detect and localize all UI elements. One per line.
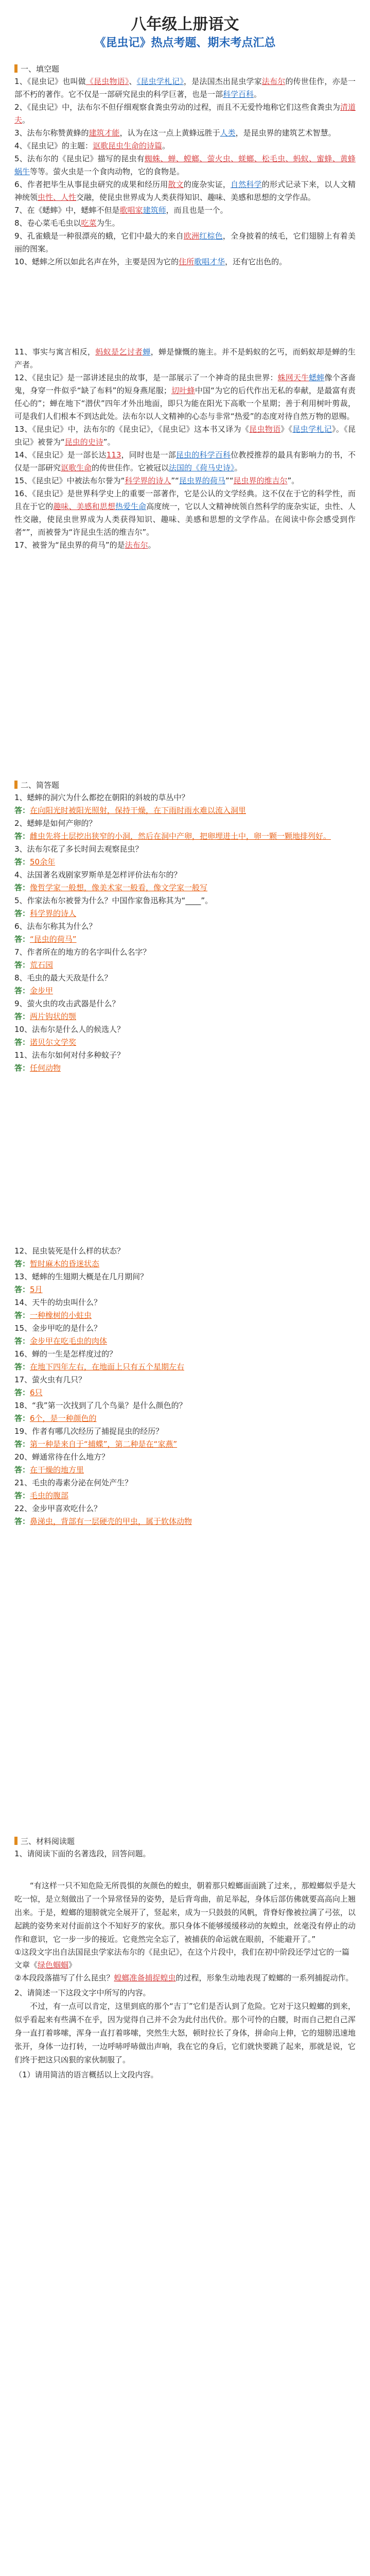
fill-in-item (14, 371, 356, 423)
item-text: 。 (220, 206, 228, 215)
section-heading: 一、填空题 (14, 62, 356, 75)
item-text: 4、《昆虫记》的主题： (14, 141, 93, 150)
answer-label: 答： (14, 1517, 30, 1526)
answer-label: 答： (14, 1336, 30, 1346)
fill-in-item (14, 487, 356, 539)
answer-blank: 蚂蚁是乞讨者 (95, 347, 143, 357)
question: 17、萤火虫有几只？ (14, 1375, 86, 1384)
fill-in-item (14, 474, 356, 487)
item-text: 并不是蚂蚁的乞丐，而蚂蚁却是蝉的生产者。 (14, 347, 356, 369)
fill-in-item (14, 539, 356, 552)
answer-text: 50余年 (30, 857, 56, 867)
answer (14, 1386, 356, 1399)
answer-blank: 《昆虫物语》 (85, 77, 129, 86)
answer-blank: 歌唱家 (119, 206, 143, 215)
section-heading: 二、简答题 (14, 778, 356, 791)
fill-in-item (14, 204, 356, 217)
answer (14, 830, 356, 843)
answer-blank: 蟋蟀 (309, 373, 325, 382)
item-text: 。 (254, 90, 262, 99)
item-text: 。 (22, 115, 30, 125)
answer-blank: 讴歌昆虫生命的诗篇 (93, 141, 163, 150)
answer (14, 882, 356, 894)
fill-in-section (14, 62, 356, 552)
short-answer-section (14, 778, 356, 1528)
answer-blank: 昆虫的科学百科 (175, 450, 231, 460)
answer-label: 答： (14, 883, 30, 892)
item-text: ，还有它出色的 (225, 257, 279, 266)
fill-in-item (14, 256, 356, 268)
answer-text: 一种橡树的小蛀虫 (30, 1311, 92, 1320)
answer-text: “昆虫的荷马” (30, 935, 77, 944)
answer-blank: 113 (106, 450, 121, 460)
question: 22、金步甲喜欢吃什么？ (14, 1504, 102, 1513)
item-text: 13、《昆虫记》中，法布尔的《昆虫记》，《昆虫记》这本书又译为《 (14, 425, 250, 434)
question: 10、法布尔是什么人的候选人？ (14, 1025, 125, 1034)
answer-label: 答： (14, 909, 30, 918)
reading-passage: “有这样一只不知危险无所畏惧的灰颜色的蝗虫，朝着那只蝗螂面面跳了过来，，那蝗螂似乎是大吃一惊，是立刻做出了一个异常怪异的姿势，是后背弯曲，前足举起，身体后部仿佛就要高高向上翘出来。于是，蝗螂的翅膀就完全展开了，竖起来，成为一只鼓鼓的风帆，背脊好像被拉满了弓弦，以起跳的姿势来对付面前这个不知好歹的家伙。那只身体不能够缓缓移动的灰蝗虫，丝毫没有停止的动作和意识，它一步一步的接近。它竟然完全忘了，被捕获的命运就在眼前，不能避开了。” (14, 1881, 356, 1944)
answer (14, 1489, 356, 1502)
item-text: 10、蟋蟀之所以如此名声在外，主要是因为它的 (14, 257, 179, 266)
answer (14, 856, 356, 869)
item-text: 位教授推荐的最具有影响力的书，不仅是一部研究 (14, 450, 356, 472)
answer-label: 答： (14, 1311, 30, 1320)
answer-blank: 建筑才能 (89, 128, 120, 138)
item-text: 7、在《蟋蟀》中，蟋蟀不但是 (14, 206, 120, 215)
fill-in-item (14, 140, 356, 152)
answer-text: 两片钩状的颚 (30, 1012, 77, 1021)
reading-instruction: 1、请阅读下面的名著选段，回答问题。 (14, 1849, 151, 1858)
question: 7、作者所在的地方的名字叫什么名字？ (14, 947, 151, 957)
item-text: 。 (234, 463, 242, 472)
answer-blank: 蛛网天牛 (277, 373, 309, 382)
answer-text: 在地下四年左右，在地面上只有五个星期左右 (30, 1362, 185, 1371)
item-text: ，而且也是一个 (166, 206, 220, 215)
answer (14, 1062, 356, 1075)
answer (14, 1309, 356, 1322)
answer-label: 答： (14, 1285, 30, 1294)
item-text: 》《 (280, 425, 293, 434)
answer-blank: 虫性、人性 (38, 193, 77, 202)
fill-in-list (14, 75, 356, 552)
answer-text: 5月 (30, 1285, 43, 1294)
reading-footer-question: （1）请用简洁的语言概括以上文段内容。 (14, 2070, 158, 2079)
answer-blank: 热爱生命 (115, 502, 147, 511)
item-text: ”。 (287, 476, 299, 485)
reading-question (14, 1946, 356, 1972)
fill-in-item (14, 152, 356, 178)
answer-blank: 昆虫界的荷马 (179, 476, 225, 485)
answer (14, 959, 356, 972)
answer-blank: 昆虫的史诗 (64, 437, 103, 447)
item-text: 14、《昆虫记》是一部长达 (14, 450, 107, 460)
answer-text: 诺贝尔文学奖 (30, 1038, 77, 1047)
question: 18、“我”第一次找到了几个鸟巢？是什么颜色的？ (14, 1401, 187, 1410)
item-text: 交融，使昆虫世界成为人类获得知识、趣味、美感和思想的文学作品。 (76, 193, 316, 202)
answer-label: 答： (14, 1362, 30, 1371)
question: 13、蟋蟀的生翅期大概是在几月期间？ (14, 1272, 148, 1281)
answer-label: 答： (14, 960, 30, 970)
answer-blank: 欧洲 (183, 231, 200, 241)
item-text: 善于利用树叶剪裁，可是我们人们根本不到达此处。法布尔以人文精神的心态与非常“热爱”的态度对待自然万物的恩赐。 (14, 399, 356, 421)
answer-text: 在向阳光时被阳光照射，保持干燥，在下雨时雨水难以流入洞里 (30, 806, 246, 815)
gap (14, 1075, 356, 1245)
item-text: 的传世佳作。它被冠以 (92, 463, 169, 472)
answer-text: 第一种是来自于“捕蝶”，第二种是在“家燕” (30, 1439, 178, 1449)
fill-in-item (14, 75, 356, 101)
question: 8、毛虫的最大天敌是什么？ (14, 973, 112, 982)
section-marker-icon (14, 781, 17, 789)
fill-in-item (14, 423, 356, 449)
answer-blank: 建筑师 (143, 206, 166, 215)
question: 12、昆虫装死是什么样的状态？ (14, 1246, 125, 1256)
item-text: ，认为在这一点上黄蜂远胜于 (119, 128, 220, 138)
question: 20、蝉通常待在什么地方？ (14, 1452, 110, 1462)
answer (14, 1515, 356, 1528)
answer-text: 荒石园 (30, 960, 54, 970)
answer-label: 答： (14, 1259, 30, 1268)
fill-in-item (14, 101, 356, 127)
section-marker-icon (14, 1837, 17, 1845)
item-text: 8、卷心菜毛毛虫以 (14, 218, 81, 228)
item-text: 》。《昆虫记》被誉为“ (14, 425, 356, 447)
qa-list (14, 791, 356, 1528)
answer-label: 答： (14, 1439, 30, 1449)
item-text: 1、《昆虫记》也叫做 (14, 77, 86, 86)
question: 5、作家法布尔被誉为什么？中国作家鲁迅称其为“____”。 (14, 896, 213, 905)
item-text: 9、孔雀蛾是一种很漂亮的蛾，它们中最大的来自 (14, 231, 184, 241)
question: 21、毛虫的毒素分泌在何处产生？ (14, 1478, 133, 1487)
gap (14, 268, 356, 346)
item-text: ，全身披着 (222, 231, 262, 241)
answer (14, 1412, 356, 1425)
item-text: ，是法国杰出昆虫学家 (184, 77, 262, 86)
answer-label: 答： (14, 1012, 30, 1021)
item-text: 的传世佳作，亦是一部不朽的著作。它不仅是一部研究昆虫的科学巨著，也是一部 (14, 77, 356, 99)
answer-text: 金步甲在吃毛虫的肉体 (30, 1336, 108, 1346)
item-text: 2、《昆虫记》中，法布尔不但仔细观察食粪虫劳动的过程，而且不无爱怜地称它们这些食粪虫为 (14, 103, 340, 112)
item-text: 的形式记录下来，以人文精神统领 (14, 180, 356, 202)
answer-label: 答： (14, 1388, 30, 1397)
answer-blank: 趣味、美感和思想 (53, 502, 115, 511)
question: 19、作者有哪几次经历了捕捉昆虫的经历？ (14, 1427, 164, 1436)
answer (14, 1283, 356, 1296)
item-text: 像个吝啬鬼，身穿一件似乎“缺了布料”的短身燕尾服； (14, 373, 356, 395)
answer-label: 答： (14, 1414, 30, 1423)
section-marker-icon (14, 64, 17, 73)
item-text: ，同时也是一部 (121, 450, 176, 460)
answer-blank: 昆虫学札记 (292, 425, 332, 434)
answer-text: 在干燥的地方里 (30, 1465, 84, 1475)
answer-blank: 法国的《荷马史诗》 (169, 463, 235, 472)
item-text: 17、被誉为“昆虫界的荷马”的是 (14, 540, 125, 550)
answer-blank: 蜗牛 (14, 167, 30, 176)
answer-blank: 住所 (179, 257, 195, 266)
answer-blank: 绿色蝈蝈 (38, 1960, 69, 1970)
item-text: ，是昆虫界的建筑艺术智慧。 (235, 128, 336, 138)
item-text: 11、事实与寓言相反， (14, 347, 96, 357)
answer (14, 1036, 356, 1049)
question: 2、蟋蟀是如何产卵的？ (14, 819, 97, 828)
question: 11、法布尔如何对付多种蚊子？ (14, 1050, 125, 1060)
section-heading: 三、材料阅读题 (14, 1834, 356, 1848)
answer-text: 鼻涕虫，背部有一层硬壳的甲虫，属于软体动物 (30, 1517, 192, 1526)
item-text: 高度统一，它以人文精神统领自然科学的庞杂实证，虫性、人性交融，使昆虫世界成为人类获得知识、趣味、美感和思想的文学作品。在阅读中你会感受到作者“ (14, 502, 356, 537)
item-text: 5、法布尔的《昆虫记》描写的昆虫有 (14, 154, 145, 163)
item-text: ”“ (171, 476, 179, 485)
answer-text: 暂时麻木的昏迷状态 (30, 1259, 100, 1268)
answer-text: 金步甲 (30, 986, 54, 995)
item-text: 。 (279, 257, 287, 266)
item-text: 的绒毛，它们翅膀上有着美丽的图案。 (14, 231, 356, 253)
item-text: 。 (148, 540, 156, 550)
reading-question (14, 1972, 356, 1985)
item-text: ，蝉是慷慨的施主。 (150, 347, 222, 357)
answer-blank: 昆虫物语 (249, 425, 281, 434)
item-text: 。 (177, 167, 185, 176)
item-text: 的庞杂实证， (183, 180, 231, 189)
answer-blank: 蝗螂准备捕捉蝗虫 (114, 1973, 176, 1982)
item-text: 等等。萤火虫是一个食肉动物，它的食物是 (30, 167, 177, 176)
answer-text: 毛虫的腹部 (30, 1491, 69, 1500)
answer-label: 答： (14, 986, 30, 995)
answer-blank: 自然科学 (231, 180, 262, 189)
answer (14, 804, 356, 817)
answer-text: 6个，是一种颜色的 (30, 1414, 97, 1423)
item-text: 6、作者把毕生从事昆虫研究的成果和经历用 (14, 180, 168, 189)
answer-blank: 歌唱才华 (194, 257, 225, 266)
page-title: 八年级上册语文 (131, 15, 239, 33)
item-text: ②本段段落描写了什么昆虫？ (14, 1973, 114, 1982)
item-text: 16、《昆虫记》是世界科学史上的重要一部著作，它是公认的文学经典。这不仅在于它的科学性，而且在于它的 (14, 489, 356, 511)
answer-label: 答： (14, 1038, 30, 1047)
answer-text: 任何动物 (30, 1063, 61, 1073)
fill-in-item (14, 230, 356, 256)
answer-blank: 科学界的诗人 (125, 476, 171, 485)
item-text: 的过程，形象生动地表现了蝗螂的一系列捕捉动作。 (175, 1973, 354, 1982)
question: 3、法布尔花了多长时间去观察昆虫？ (14, 844, 143, 854)
answer-blank: 散文 (168, 180, 184, 189)
item-text: 、 (129, 77, 137, 86)
fill-in-item (14, 449, 356, 474)
question: 16、蝉的一生是怎样度过的？ (14, 1349, 117, 1359)
answer-blank: 吃菜 (81, 218, 97, 228)
answer-blank: 蝉 (143, 347, 151, 357)
answer (14, 985, 356, 997)
item-text: ”，而被誉为“许昆虫生活的维吉尔”。 (26, 528, 154, 537)
item-text: 为生。 (96, 218, 120, 228)
answer-blank: 讴歌生命 (61, 463, 92, 472)
question: 1、蟋蟀的洞穴为什么都挖在朝阳的斜坡的草丛中？ (14, 793, 189, 802)
question: 4、法国著名戏剧家罗斯单是怎样评价法布尔的？ (14, 870, 182, 879)
answer-text: 科学界的诗人 (30, 909, 77, 918)
answer-blank: 法布尔 (125, 540, 148, 550)
item-text: 3、法布尔称赞黄蜂的 (14, 128, 89, 138)
fill-in-item (14, 346, 356, 371)
answer-label: 答： (14, 1063, 30, 1073)
answer (14, 1258, 356, 1270)
answer (14, 1464, 356, 1477)
answer-label: 答： (14, 1465, 30, 1475)
answer-blank: 法布尔 (261, 77, 286, 86)
answer-blank: 人类 (220, 128, 236, 138)
answer-blank: 蜘蛛、蝉、螳螂、萤火虫、蜣螂、松毛虫、蚂蚁、蜜蜂、黄蜂 (144, 154, 356, 163)
answer-blank: 科学百科 (223, 90, 254, 99)
answer-label: 答： (14, 832, 30, 841)
question: 9、萤火虫的攻击武器是什么？ (14, 999, 120, 1008)
item-text: ”“ (225, 476, 234, 485)
item-text: 。 (162, 141, 170, 150)
item-text: ”。 (103, 437, 115, 447)
answer (14, 907, 356, 920)
fill-in-item (14, 127, 356, 140)
question: 14、天牛的幼虫叫什么？ (14, 1298, 102, 1307)
answer (14, 1361, 356, 1374)
answer-text: 像哲学家一般想，像美术家一般看，像文学家一般写 (30, 883, 208, 892)
answer-blank: 《昆虫学札记》 (136, 77, 184, 86)
answer-blank: 切叶蜂 (171, 386, 195, 395)
question: 6、法布尔称其为什么？ (14, 922, 97, 931)
item-text: 12、《昆虫记》是一部讲述昆虫的故事，是一部展示了一个神奇的昆虫世界： (14, 373, 278, 382)
answer-label: 答： (14, 1491, 30, 1500)
answer (14, 1438, 356, 1451)
fill-in-item (14, 178, 356, 204)
answer-label: 答： (14, 857, 30, 867)
answer-blank: 昆虫界的维吉尔 (233, 476, 288, 485)
reading-question: 2、请简述一下这段文字中所写的内容。 (14, 1988, 151, 1997)
page-subtitle: 《昆虫记》热点考题、期末考点汇总 (94, 37, 276, 49)
answer-label: 答： (14, 806, 30, 815)
fill-in-item (14, 217, 356, 230)
answer-blank: 清道夫 (14, 103, 356, 125)
reading-passage-2: 不过，有一点可以肯定，这里到底的那个“吉丁”它们是否认到了危险。它对于这只蝗螂的到来，似乎看起来有些满不在乎，因为觉得自己并不会为此付出代价。那个可怜的白腰，时而自己把自己浑身一直打着哆嗦，浑身一直打着哆嗦，突然生大怒，顿时拉长了身体，拼命向上伸，它的翅膀迅速地张开，身体一边打转，一边呼哧呼哧做出声响，我在它的身后，它们就快要跳了起来，那就是说，它们终于把这只凶狠的家伙制服了。 (14, 2002, 356, 2064)
item-text: 》 (68, 1960, 77, 1970)
question: 15、金步甲吃的是什么？ (14, 1324, 102, 1333)
answer (14, 1335, 356, 1348)
answer (14, 1010, 356, 1023)
item-text: ①这段文字出自法国昆虫学家法布尔的《昆虫记》，在这个片段中，我们在初中阶段还学过它的一篇文章《 (14, 1947, 349, 1970)
reading-section (14, 1834, 356, 2081)
item-text: 15、《昆虫记》中被法布尔誉为“ (14, 476, 125, 485)
item-text: 中国“为它的后代作出无私的奉献，是最富有责任心的”；蝉在地下“潜伏”四年才外出地面，即只为能在阳光下高歌一个星期； (14, 386, 356, 408)
answer-text: 雌虫先将土层挖出狭窄的小洞，然后在洞中产卵，把卵埋进土中，卵一颗一颗地排列好。 (30, 832, 331, 841)
answer (14, 933, 356, 946)
answer-text: 6只 (30, 1388, 43, 1397)
answer-label: 答： (14, 935, 30, 944)
answer-blank: 红棕色 (199, 231, 223, 241)
reading-questions (14, 1946, 356, 1985)
